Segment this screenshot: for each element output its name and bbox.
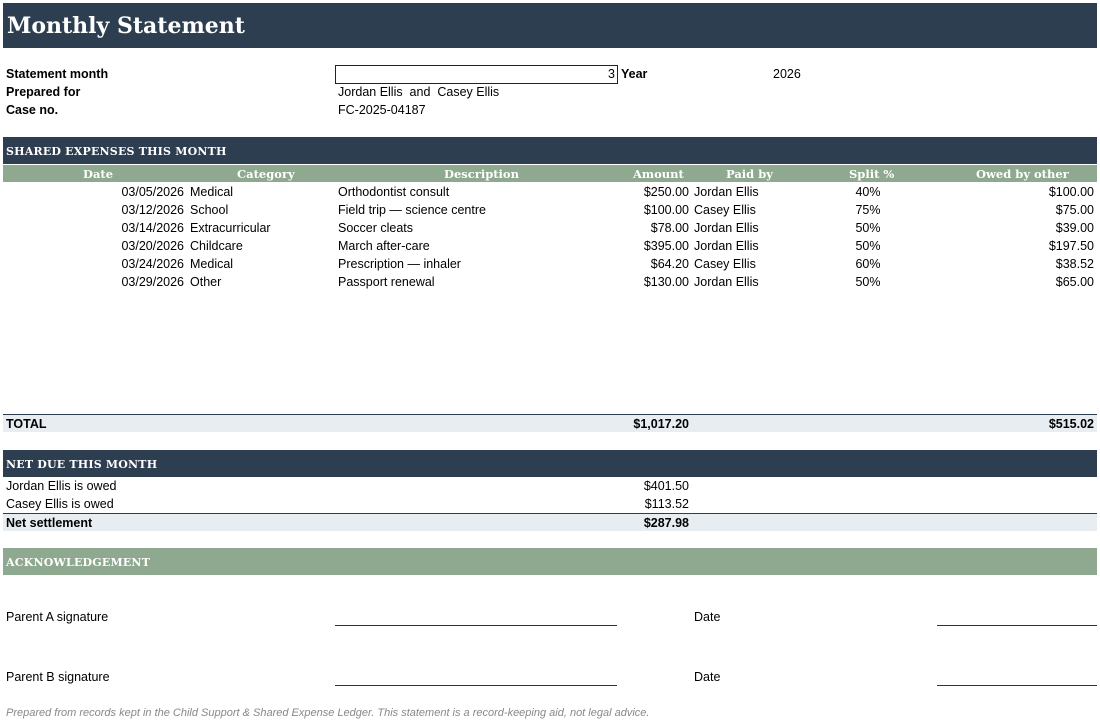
cell-owed: $38.52 — [1055, 257, 1094, 271]
case-no-label: Case no. — [6, 103, 59, 117]
casey-owed-label: Casey Ellis is owed — [6, 497, 114, 511]
col-paid-by: Paid by — [726, 167, 773, 181]
cell-description: Prescription — inhaler — [338, 257, 461, 271]
year-label: Year — [621, 67, 648, 81]
year-value[interactable]: 2026 — [773, 67, 801, 81]
cell-date: 03/24/2026 — [121, 257, 184, 271]
acknowledgement-section-header — [3, 548, 1097, 575]
parent-a-signature-label: Parent A signature — [6, 610, 109, 624]
cell-paid-by: Casey Ellis — [694, 203, 756, 217]
statement-month-input[interactable] — [335, 65, 618, 84]
col-owed: Owed by other — [976, 167, 1069, 181]
acknowledgement-section-title: ACKNOWLEDGEMENT — [6, 556, 151, 569]
col-amount: Amount — [633, 167, 684, 181]
total-label: TOTAL — [6, 417, 47, 431]
case-no-value[interactable]: FC-2025-04187 — [338, 103, 426, 117]
cell-owed: $39.00 — [1055, 221, 1094, 235]
parent-b-date-line[interactable] — [937, 685, 1097, 686]
page-title: Monthly Statement — [7, 13, 245, 39]
prepared-for-label: Prepared for — [6, 85, 81, 99]
cell-split: 50% — [855, 275, 881, 289]
parent-a-signature-line[interactable] — [335, 625, 617, 626]
cell-category: Extracurricular — [190, 221, 271, 235]
cell-owed: $65.00 — [1055, 275, 1094, 289]
cell-description: Field trip — science centre — [338, 203, 486, 217]
cell-category: School — [190, 203, 229, 217]
cell-category: Medical — [190, 185, 234, 199]
cell-date: 03/05/2026 — [121, 185, 184, 199]
col-split: Split % — [849, 167, 895, 181]
table-row[interactable] — [3, 255, 1097, 273]
cell-amount: $130.00 — [643, 275, 689, 289]
cell-split: 50% — [855, 239, 881, 253]
cell-amount: $395.00 — [643, 239, 689, 253]
col-description: Description — [444, 167, 519, 181]
cell-owed: $75.00 — [1055, 203, 1094, 217]
cell-amount: $250.00 — [643, 185, 689, 199]
cell-description: Soccer cleats — [338, 221, 414, 235]
cell-amount: $64.20 — [650, 257, 689, 271]
expenses-section-header — [3, 137, 1097, 164]
cell-split: 40% — [855, 185, 881, 199]
prepared-for-value[interactable]: Jordan Ellis and Casey Ellis — [338, 85, 500, 99]
cell-date: 03/12/2026 — [121, 203, 184, 217]
table-row[interactable] — [3, 201, 1097, 219]
cell-description: Orthodontist consult — [338, 185, 450, 199]
net-due-section-header — [3, 450, 1097, 477]
cell-owed: $100.00 — [1048, 185, 1094, 199]
parent-b-signature-label: Parent B signature — [6, 670, 110, 684]
cell-amount: $78.00 — [650, 221, 689, 235]
col-category: Category — [237, 167, 295, 181]
net-settlement-value: $287.98 — [643, 516, 689, 530]
net-settlement-row — [3, 513, 1097, 531]
total-row — [3, 414, 1097, 432]
cell-date: 03/29/2026 — [121, 275, 184, 289]
table-row[interactable] — [3, 183, 1097, 201]
cell-description: March after-care — [338, 239, 430, 253]
jordan-owed-value: $401.50 — [643, 479, 689, 493]
total-owed: $515.02 — [1048, 417, 1094, 431]
cell-owed: $197.50 — [1048, 239, 1094, 253]
cell-split: 60% — [855, 257, 881, 271]
cell-paid-by: Jordan Ellis — [694, 239, 759, 253]
table-row[interactable] — [3, 273, 1097, 291]
cell-split: 75% — [855, 203, 881, 217]
expenses-section-title: SHARED EXPENSES THIS MONTH — [6, 145, 227, 158]
net-settlement-label: Net settlement — [6, 516, 93, 530]
jordan-owed-label: Jordan Ellis is owed — [6, 479, 117, 493]
cell-paid-by: Jordan Ellis — [694, 221, 759, 235]
cell-split: 50% — [855, 221, 881, 235]
footnote: Prepared from records kept in the Child Support & Shared Expense Ledger. This statement is a record-keeping aid, not legal advice. — [6, 707, 650, 719]
cell-category: Childcare — [190, 239, 243, 253]
cell-date: 03/20/2026 — [121, 239, 184, 253]
statement-month-value: 3 — [608, 67, 615, 81]
parent-b-date-label: Date — [694, 670, 721, 684]
table-row[interactable] — [3, 219, 1097, 237]
cell-amount: $100.00 — [643, 203, 689, 217]
cell-category: Medical — [190, 257, 234, 271]
title-bar — [3, 3, 1097, 48]
parent-a-date-line[interactable] — [937, 625, 1097, 626]
net-due-section-title: NET DUE THIS MONTH — [6, 458, 158, 471]
parent-b-signature-line[interactable] — [335, 685, 617, 686]
statement-month-label: Statement month — [6, 67, 109, 81]
total-amount: $1,017.20 — [633, 417, 689, 431]
casey-owed-value: $113.52 — [644, 497, 689, 511]
cell-description: Passport renewal — [338, 275, 435, 289]
col-date: Date — [83, 167, 114, 181]
cell-paid-by: Jordan Ellis — [694, 275, 759, 289]
table-row[interactable] — [3, 237, 1097, 255]
expenses-column-header — [3, 165, 1097, 182]
cell-date: 03/14/2026 — [121, 221, 184, 235]
cell-paid-by: Casey Ellis — [694, 257, 756, 271]
parent-a-date-label: Date — [694, 610, 721, 624]
cell-category: Other — [190, 275, 222, 289]
cell-paid-by: Jordan Ellis — [694, 185, 759, 199]
